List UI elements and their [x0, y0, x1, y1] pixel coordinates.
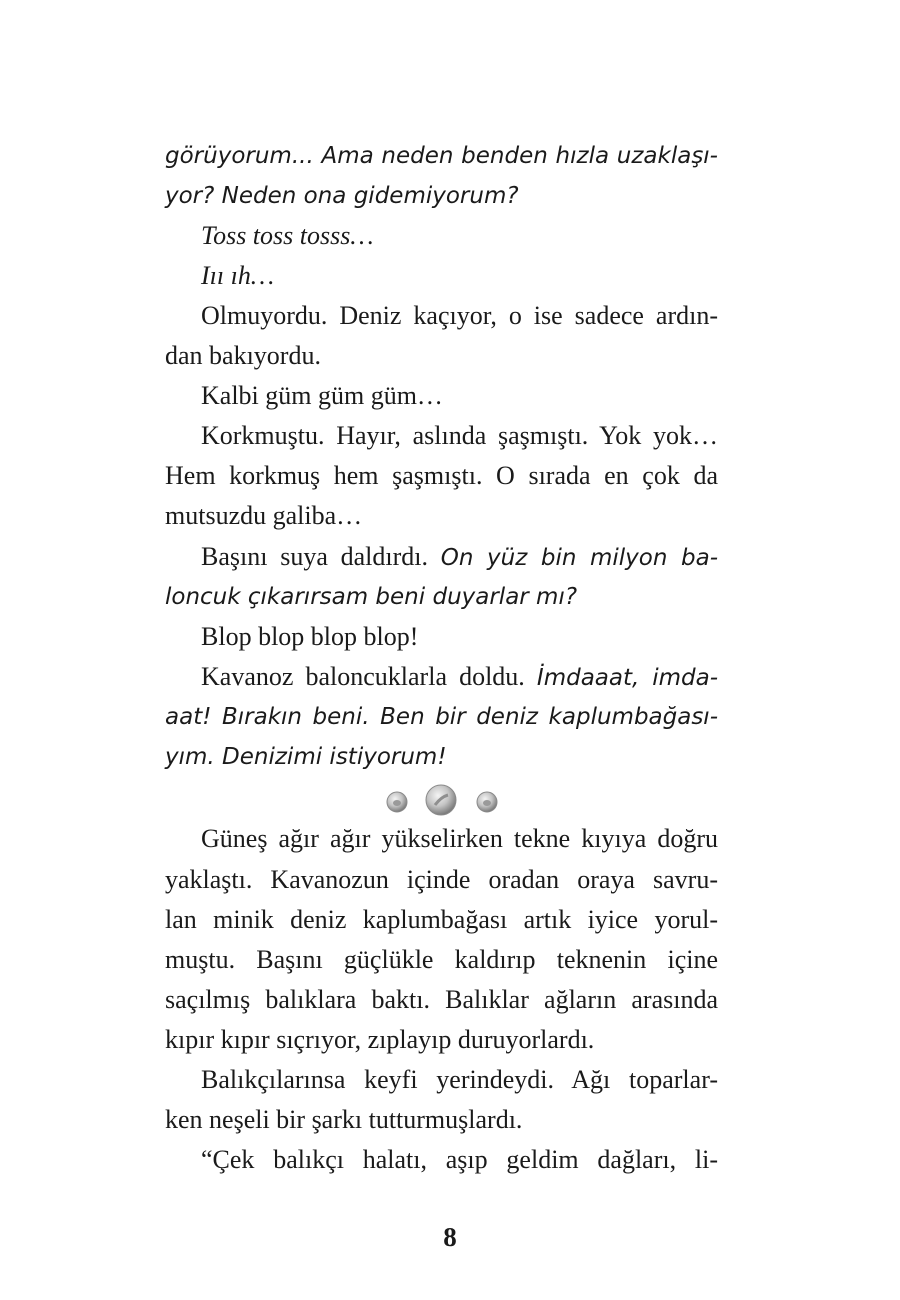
text-line: Iıı ıh… — [201, 261, 274, 290]
text-line: dan bakıyordu. — [165, 341, 321, 370]
text-roman: Kavanoz baloncuklarla doldu. — [201, 662, 537, 691]
text-line: muştu. Başını güçlükle kaldırıp teknenin içine — [165, 945, 718, 974]
text-line: Toss toss tosss… — [201, 221, 374, 250]
text-line: Korkmuştu. Hayır, aslında şaşmıştı. Yok yok… — [201, 421, 718, 450]
text-line — [201, 537, 718, 578]
text-line: Blop blop blop blop! — [201, 622, 419, 651]
text-line: yım. Denizimi istiyorum! — [165, 744, 447, 770]
text-line: Güneş ağır ağır yükselirken tekne kıyıya doğru — [201, 824, 718, 853]
text-roman: Başını suya daldırdı. — [201, 542, 441, 571]
text-line: saçılmış balıklara baktı. Balıklar ağların arasında — [165, 985, 718, 1014]
text-line: lan minik deniz kaplumbağası artık iyice yorul- — [165, 905, 718, 934]
text-line: Olmuyordu. Deniz kaçıyor, o ise sadece ardın- — [201, 301, 718, 330]
text-line: yaklaştı. Kavanozun içinde oradan oraya savru- — [165, 865, 718, 894]
text-line: Balıkçılarınsa keyfi yerindeydi. Ağı toparlar- — [201, 1065, 718, 1094]
text-line: ken neşeli bir şarkı tutturmuşlardı. — [165, 1105, 523, 1134]
text-line: Kalbi güm güm güm… — [201, 381, 443, 410]
text-line — [201, 657, 718, 698]
text-line: “Çek balıkçı halatı, aşıp geldim dağları, li- — [201, 1145, 718, 1174]
text-line: Hem korkmuş hem şaşmıştı. O sırada en çok da — [165, 461, 718, 490]
text-italic: İmdaaat, imda- — [536, 665, 719, 691]
text-line: yor? Neden ona gidemiyorum? — [165, 183, 519, 209]
text-line: görüyorum... Ama neden benden hızla uzaklaşı- — [165, 143, 718, 169]
text-italic: On yüz bin milyon ba- — [440, 545, 718, 571]
text-line: loncuk çıkarırsam beni duyarlar mı? — [165, 584, 578, 610]
text-line: kıpır kıpır sıçrıyor, zıplayıp duruyorlardı. — [165, 1025, 595, 1054]
text-line: aat! Bırakın beni. Ben bir deniz kaplumbağası- — [165, 704, 718, 730]
text-line: mutsuzdu galiba… — [165, 501, 363, 530]
bubble-ornament-icon — [385, 783, 501, 817]
page-number: 8 — [443, 1222, 457, 1252]
